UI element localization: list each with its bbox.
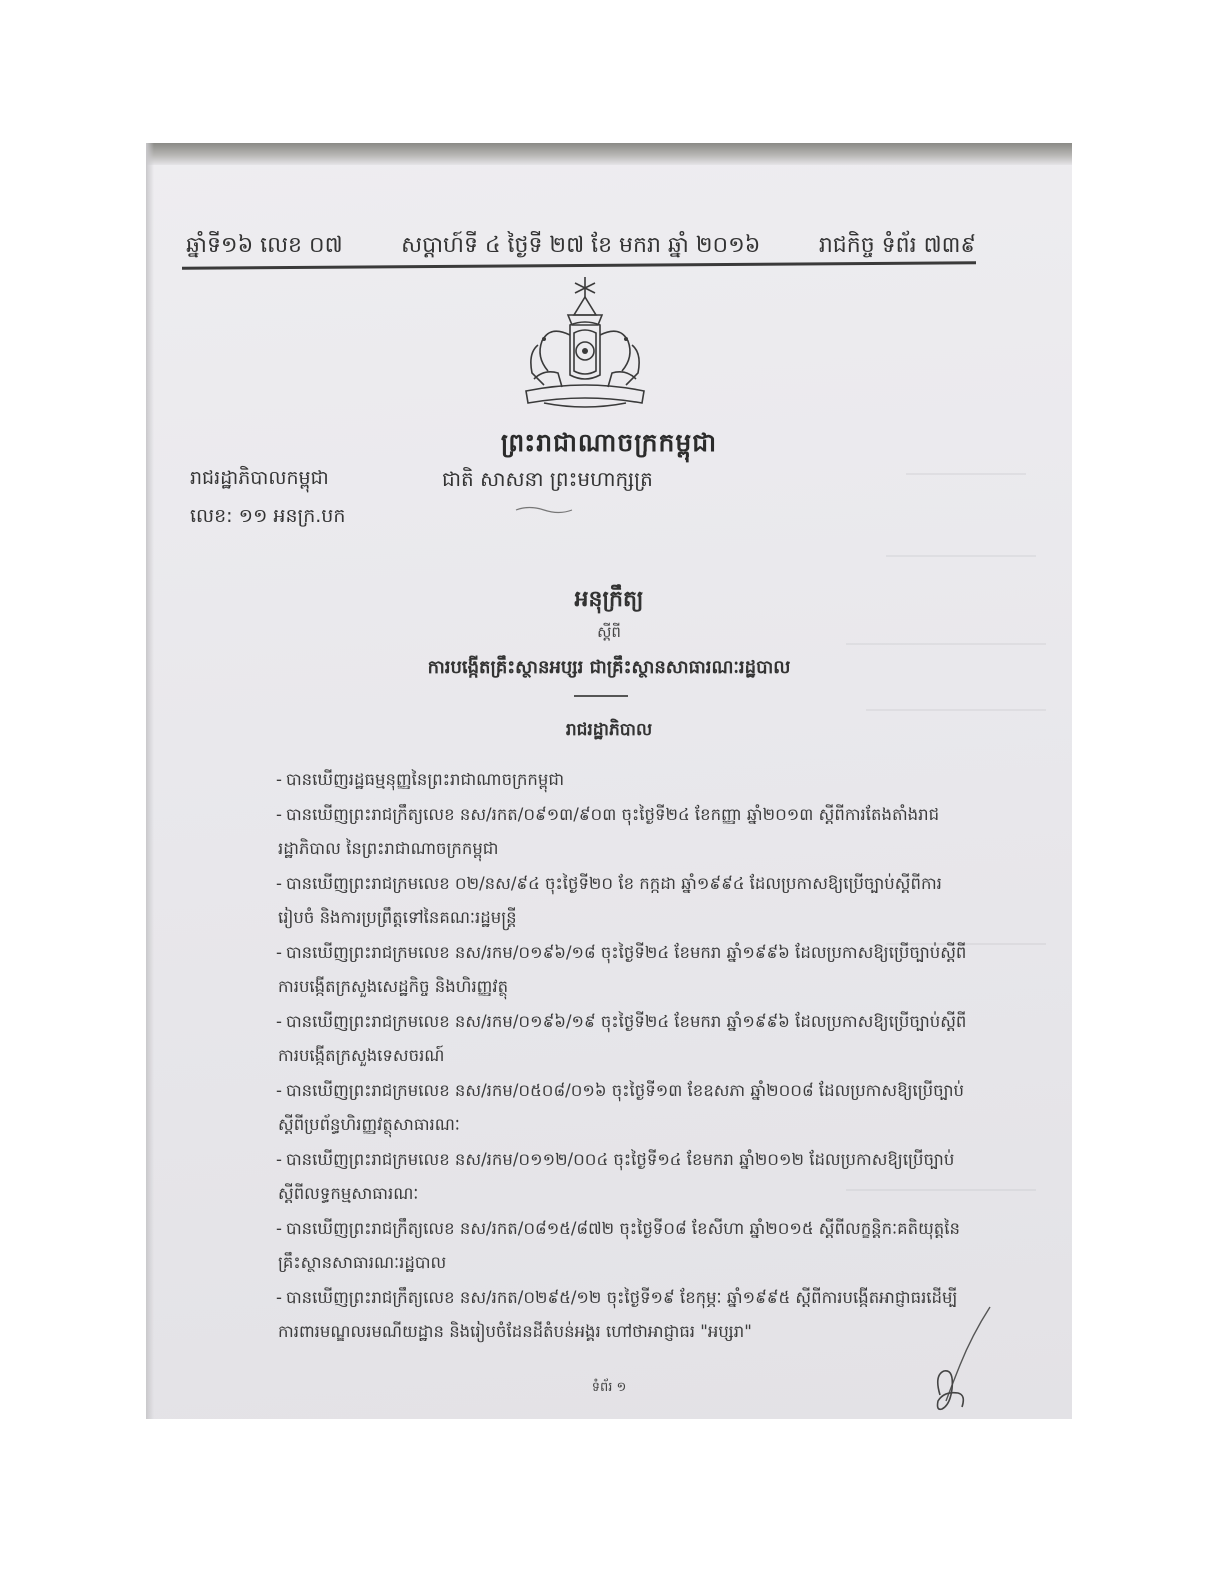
preamble-clause: - បានឃើញព្រះរាជក្រមលេខ នស/រកម/០១១២/០០៤ ចុះថ្ងៃទី១៤ ខែមករា ឆ្នាំ២០១២ ដែលប្រកាសឱ្យប្រើច្បាប់ស្តីពីលទ្ធកម្មសាធារណៈ: [276, 1149, 955, 1203]
bleed-through-line: [906, 473, 1026, 475]
photo-top-edge: [146, 143, 1072, 165]
preamble-clause-list: [276, 763, 976, 1350]
government-label: រាជរដ្ឋាភិបាលកម្ពុជា: [190, 467, 329, 489]
preamble-clause: - បានឃើញព្រះរាជក្រមលេខ នស/រកម/០១៩៦/១៨ ចុះថ្ងៃទី២៤ ខែមករា ឆ្នាំ១៩៩៦ ដែលប្រកាសឱ្យប្រើច្បាប់ស្តីពីការបង្កើតក្រសួងសេដ្ឋកិច្ច និងហិរញ្ញវត្ថុ: [276, 942, 967, 996]
kingdom-title: ព្រះរាជាណាចក្រកម្ពុជា: [500, 428, 718, 457]
gazette-date: សប្តាហ៍ទី ៤ ថ្ងៃទី ២៧ ខែ មករា ឆ្នាំ ២០១៦: [401, 233, 761, 258]
preamble-clause: - បានឃើញរដ្ឋធម្មនុញ្ញនៃព្រះរាជាណាចក្រកម្ពុជា: [276, 770, 565, 789]
preamble-clause: - បានឃើញព្រះរាជក្រឹត្យលេខ នស/រកត/០២៩៥/១២ ចុះថ្ងៃទី១៩ ខែកុម្ភៈ ឆ្នាំ១៩៩៥ ស្តីពីការបង្កើតអាជ្ញាធរដើម្បីការពារមណ្ឌលរមណីយដ្ឋាន និងរៀបចំដែនដីតំបន់អង្គរ ហៅថាអាជ្ញាធរ "អប្សរា": [276, 1287, 958, 1341]
preamble-clause: - បានឃើញព្រះរាជក្រឹត្យលេខ នស/រកត/០៨១៥/៨៧២ ចុះថ្ងៃទី០៨ ខែសីហា ឆ្នាំ២០១៥ ស្តីពីលក្ខន្តិកៈគតិយុត្តនៃគ្រឹះស្ថានសាធារណៈរដ្ឋបាល: [276, 1218, 960, 1272]
decree-subject: ការបង្កើតគ្រឹះស្ថានអប្សរ ជាគ្រឹះស្ថានសាធារណៈរដ្ឋបាល: [427, 657, 791, 678]
decree-number: លេខ: ១១ អនក្រ.បក: [190, 505, 346, 527]
document-type-heading: អនុក្រឹត្យ: [574, 587, 644, 612]
issuing-authority-block: [190, 466, 345, 532]
gazette-issue: ឆ្នាំទី១៦ លេខ ០៧: [186, 233, 343, 258]
subject-divider: [574, 695, 628, 697]
bleed-through-line: [866, 709, 1046, 711]
preamble-clause: - បានឃើញព្រះរាជក្រមលេខ នស/រកម/០៥០៨/០១៦ ចុះថ្ងៃទី១៣ ខែឧសភា ឆ្នាំ២០០៨ ដែលប្រកាសឱ្យប្រើច្បាប់ស្តីពីប្រព័ន្ធហិរញ្ញវត្ថុសាធារណៈ: [276, 1080, 964, 1134]
gazette-header: [186, 231, 976, 263]
royal-coat-of-arms-emblem: [514, 275, 656, 415]
signature-initials-image: [932, 1305, 992, 1415]
document-photo: [146, 143, 1072, 1419]
preamble-clause: - បានឃើញព្រះរាជក្រឹត្យលេខ នស/រកត/០៩១៣/៩០៣ ចុះថ្ងៃទី២៤ ខែកញ្ញា ឆ្នាំ២០១៣ ស្តីពីការតែងតាំងរាជរដ្ឋាភិបាល នៃព្រះរាជាណាចក្រកម្ពុជា: [276, 804, 940, 858]
preamble-clause: - បានឃើញព្រះរាជក្រមលេខ ០២/នស/៩៤ ចុះថ្ងៃទី២០ ខែ កក្កដា ឆ្នាំ១៩៩៤ ដែលប្រកាសឱ្យប្រើច្បាប់ស្តីពីការរៀបចំ និងការប្រព្រឹត្តទៅនៃគណៈរដ្ឋមន្ត្រី: [276, 873, 942, 927]
issuer-heading: រាជរដ្ឋាភិបាល: [565, 720, 653, 740]
gazette-page-number: រាជកិច្ច ទំព័រ ៧៣៩: [818, 233, 976, 258]
photo-left-edge: [146, 143, 154, 1419]
national-motto: ជាតិ សាសនា ព្រះមហាក្សត្រ: [442, 467, 653, 491]
bleed-through-line: [886, 555, 1036, 557]
page-number: ទំព័រ ១: [591, 1380, 627, 1395]
about-label: ស្តីពី: [597, 623, 621, 641]
preamble-clause: - បានឃើញព្រះរាជក្រមលេខ នស/រកម/០១៩៦/១៩ ចុះថ្ងៃទី២៤ ខែមករា ឆ្នាំ១៩៩៦ ដែលប្រកាសឱ្យប្រើច្បាប់ស្តីពីការបង្កើតក្រសួងទេសចរណ៍: [276, 1011, 967, 1065]
motto-ornament-icon: [514, 505, 574, 515]
